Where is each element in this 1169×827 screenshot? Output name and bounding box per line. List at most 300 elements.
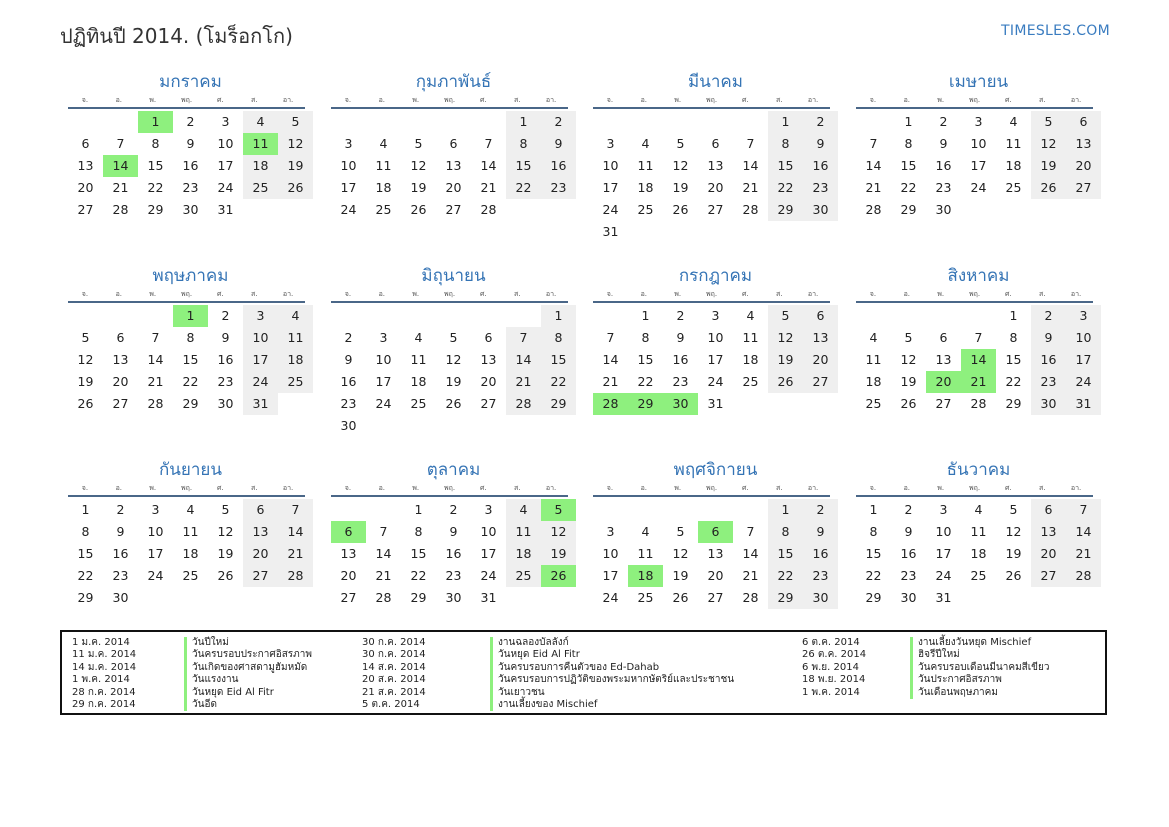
day-cell[interactable]: 21 [1066, 543, 1101, 565]
day-cell[interactable]: 30 [803, 199, 838, 221]
day-cell[interactable]: 10 [602, 546, 619, 561]
day-cell[interactable]: 15 [541, 349, 576, 371]
day-cell[interactable]: 5 [414, 136, 423, 151]
day-cell[interactable]: 11 [506, 521, 541, 543]
day-cell[interactable]: 13 [707, 158, 724, 173]
day-cell[interactable]: 3 [939, 502, 948, 517]
day-cell[interactable]: 14 [742, 158, 759, 173]
day-cell[interactable]: 3 [606, 524, 615, 539]
day-cell[interactable]: 19 [672, 180, 689, 195]
day-cell[interactable]: 7 [151, 330, 160, 345]
day-cell[interactable]: 29 [77, 590, 94, 605]
day-cell[interactable]: 13 [707, 546, 724, 561]
day-cell[interactable]: 1 [768, 499, 803, 521]
day-cell[interactable]: 4 [974, 502, 983, 517]
day-cell[interactable]: 7 [116, 136, 125, 151]
day-cell[interactable]: 23 [217, 374, 234, 389]
day-cell[interactable]: 9 [344, 352, 353, 367]
day-cell[interactable]: 17 [602, 568, 619, 583]
day-cell[interactable]: 28 [970, 396, 987, 411]
day-cell[interactable]: 19 [672, 568, 689, 583]
day-cell[interactable]: 8 [869, 524, 878, 539]
day-cell[interactable]: 1 [768, 111, 803, 133]
day-cell[interactable]: 31 [1066, 393, 1101, 415]
day-cell[interactable]: 7 [484, 136, 493, 151]
day-cell[interactable]: 29 [182, 396, 199, 411]
day-cell[interactable]: 14 [147, 352, 164, 367]
day-cell[interactable]: 24 [375, 396, 392, 411]
day-cell[interactable]: 30 [663, 393, 698, 415]
day-cell[interactable]: 29 [147, 202, 164, 217]
day-cell[interactable]: 18 [278, 349, 313, 371]
day-cell[interactable]: 5 [1031, 111, 1066, 133]
day-cell[interactable]: 31 [480, 590, 497, 605]
day-cell[interactable]: 9 [939, 136, 948, 151]
day-cell[interactable]: 19 [768, 349, 803, 371]
day-cell[interactable]: 3 [974, 114, 983, 129]
day-cell[interactable]: 18 [637, 180, 654, 195]
day-cell[interactable]: 27 [707, 590, 724, 605]
day-cell[interactable]: 2 [803, 111, 838, 133]
day-cell[interactable]: 21 [480, 180, 497, 195]
day-cell[interactable]: 7 [1066, 499, 1101, 521]
day-cell[interactable]: 31 [217, 202, 234, 217]
day-cell[interactable]: 28 [375, 590, 392, 605]
day-cell[interactable]: 4 [243, 111, 278, 133]
day-cell[interactable]: 12 [900, 352, 917, 367]
day-cell[interactable]: 7 [974, 330, 983, 345]
day-cell[interactable]: 8 [81, 524, 90, 539]
day-cell[interactable]: 2 [116, 502, 125, 517]
day-cell[interactable]: 16 [445, 546, 462, 561]
day-cell[interactable]: 11 [637, 546, 654, 561]
day-cell[interactable]: 15 [865, 546, 882, 561]
day-cell[interactable]: 8 [768, 133, 803, 155]
day-cell[interactable]: 3 [243, 305, 278, 327]
day-cell[interactable]: 15 [900, 158, 917, 173]
day-cell[interactable]: 29 [628, 393, 663, 415]
day-cell[interactable]: 30 [340, 418, 357, 433]
day-cell[interactable]: 25 [278, 371, 313, 393]
day-cell[interactable]: 23 [672, 374, 689, 389]
day-cell[interactable]: 9 [449, 524, 458, 539]
day-cell[interactable]: 25 [506, 565, 541, 587]
day-cell[interactable]: 1 [414, 502, 423, 517]
day-cell[interactable]: 20 [445, 180, 462, 195]
day-cell[interactable]: 17 [480, 546, 497, 561]
day-cell[interactable]: 15 [147, 158, 164, 173]
day-cell[interactable]: 26 [278, 177, 313, 199]
day-cell[interactable]: 21 [278, 543, 313, 565]
day-cell[interactable]: 26 [217, 568, 234, 583]
day-cell[interactable]: 16 [340, 374, 357, 389]
day-cell[interactable]: 2 [904, 502, 913, 517]
day-cell[interactable]: 26 [1005, 568, 1022, 583]
day-cell[interactable]: 12 [217, 524, 234, 539]
day-cell[interactable]: 8 [506, 133, 541, 155]
day-cell[interactable]: 9 [221, 330, 230, 345]
day-cell[interactable]: 15 [637, 352, 654, 367]
day-cell[interactable]: 28 [865, 202, 882, 217]
day-cell[interactable]: 3 [151, 502, 160, 517]
day-cell[interactable]: 2 [676, 308, 685, 323]
day-cell[interactable]: 23 [541, 177, 576, 199]
day-cell[interactable]: 22 [541, 371, 576, 393]
day-cell[interactable]: 17 [375, 374, 392, 389]
day-cell[interactable]: 23 [1031, 371, 1066, 393]
day-cell[interactable]: 12 [672, 546, 689, 561]
day-cell[interactable]: 11 [637, 158, 654, 173]
day-cell[interactable]: 6 [1031, 499, 1066, 521]
day-cell[interactable]: 11 [278, 327, 313, 349]
day-cell[interactable]: 4 [506, 499, 541, 521]
day-cell[interactable]: 18 [742, 352, 759, 367]
day-cell[interactable]: 27 [243, 565, 278, 587]
day-cell[interactable]: 15 [768, 155, 803, 177]
day-cell[interactable]: 5 [904, 330, 913, 345]
day-cell[interactable]: 13 [77, 158, 94, 173]
day-cell[interactable]: 18 [506, 543, 541, 565]
day-cell[interactable]: 5 [768, 305, 803, 327]
day-cell[interactable]: 2 [221, 308, 230, 323]
day-cell[interactable]: 15 [410, 546, 427, 561]
day-cell[interactable]: 2 [1031, 305, 1066, 327]
day-cell[interactable]: 11 [243, 133, 278, 155]
day-cell[interactable]: 12 [278, 133, 313, 155]
day-cell[interactable]: 10 [602, 158, 619, 173]
day-cell[interactable]: 8 [186, 330, 195, 345]
day-cell[interactable]: 24 [602, 202, 619, 217]
day-cell[interactable]: 12 [768, 327, 803, 349]
day-cell[interactable]: 9 [116, 524, 125, 539]
day-cell[interactable]: 16 [182, 158, 199, 173]
day-cell[interactable]: 5 [449, 330, 458, 345]
day-cell[interactable]: 14 [103, 155, 138, 177]
day-cell[interactable]: 8 [414, 524, 423, 539]
day-cell[interactable]: 14 [865, 158, 882, 173]
day-cell[interactable]: 11 [970, 524, 987, 539]
day-cell[interactable]: 24 [602, 590, 619, 605]
day-cell[interactable]: 17 [243, 349, 278, 371]
day-cell[interactable]: 8 [641, 330, 650, 345]
day-cell[interactable]: 19 [900, 374, 917, 389]
day-cell[interactable]: 21 [506, 371, 541, 393]
day-cell[interactable]: 12 [410, 158, 427, 173]
day-cell[interactable]: 3 [1066, 305, 1101, 327]
day-cell[interactable]: 24 [340, 202, 357, 217]
day-cell[interactable]: 11 [182, 524, 199, 539]
day-cell[interactable]: 19 [1005, 546, 1022, 561]
day-cell[interactable]: 26 [672, 202, 689, 217]
day-cell[interactable]: 16 [1031, 349, 1066, 371]
day-cell[interactable]: 14 [506, 349, 541, 371]
day-cell[interactable]: 23 [935, 180, 952, 195]
day-cell[interactable]: 1 [173, 305, 208, 327]
day-cell[interactable]: 10 [340, 158, 357, 173]
day-cell[interactable]: 24 [935, 568, 952, 583]
day-cell[interactable]: 30 [1031, 393, 1066, 415]
day-cell[interactable]: 10 [935, 524, 952, 539]
day-cell[interactable]: 3 [221, 114, 230, 129]
day-cell[interactable]: 15 [768, 543, 803, 565]
day-cell[interactable]: 18 [970, 546, 987, 561]
day-cell[interactable]: 4 [186, 502, 195, 517]
day-cell[interactable]: 8 [1009, 330, 1018, 345]
day-cell[interactable]: 17 [1066, 349, 1101, 371]
day-cell[interactable]: 27 [112, 396, 129, 411]
day-cell[interactable]: 25 [243, 177, 278, 199]
day-cell[interactable]: 6 [116, 330, 125, 345]
day-cell[interactable]: 8 [904, 136, 913, 151]
day-cell[interactable]: 29 [541, 393, 576, 415]
day-cell[interactable]: 6 [81, 136, 90, 151]
day-cell[interactable]: 30 [112, 590, 129, 605]
day-cell[interactable]: 25 [637, 202, 654, 217]
day-cell[interactable]: 23 [803, 565, 838, 587]
day-cell[interactable]: 6 [449, 136, 458, 151]
day-cell[interactable]: 5 [278, 111, 313, 133]
day-cell[interactable]: 21 [742, 180, 759, 195]
day-cell[interactable]: 27 [1031, 565, 1066, 587]
day-cell[interactable]: 25 [410, 396, 427, 411]
day-cell[interactable]: 26 [541, 565, 576, 587]
day-cell[interactable]: 19 [410, 180, 427, 195]
day-cell[interactable]: 22 [637, 374, 654, 389]
day-cell[interactable]: 18 [243, 155, 278, 177]
day-cell[interactable]: 4 [746, 308, 755, 323]
day-cell[interactable]: 17 [147, 546, 164, 561]
day-cell[interactable]: 29 [768, 199, 803, 221]
day-cell[interactable]: 24 [480, 568, 497, 583]
day-cell[interactable]: 5 [676, 524, 685, 539]
day-cell[interactable]: 2 [449, 502, 458, 517]
day-cell[interactable]: 13 [480, 352, 497, 367]
day-cell[interactable]: 20 [707, 180, 724, 195]
day-cell[interactable]: 25 [1005, 180, 1022, 195]
day-cell[interactable]: 17 [707, 352, 724, 367]
day-cell[interactable]: 27 [340, 590, 357, 605]
day-cell[interactable]: 7 [746, 524, 755, 539]
day-cell[interactable]: 31 [707, 396, 724, 411]
day-cell[interactable]: 2 [186, 114, 195, 129]
day-cell[interactable]: 2 [344, 330, 353, 345]
day-cell[interactable]: 18 [375, 180, 392, 195]
day-cell[interactable]: 18 [1005, 158, 1022, 173]
day-cell[interactable]: 26 [1031, 177, 1066, 199]
day-cell[interactable]: 22 [182, 374, 199, 389]
day-cell[interactable]: 13 [340, 546, 357, 561]
day-cell[interactable]: 19 [217, 546, 234, 561]
day-cell[interactable]: 12 [77, 352, 94, 367]
day-cell[interactable]: 22 [77, 568, 94, 583]
day-cell[interactable]: 21 [961, 371, 996, 393]
day-cell[interactable]: 15 [1005, 352, 1022, 367]
day-cell[interactable]: 26 [77, 396, 94, 411]
day-cell[interactable]: 30 [803, 587, 838, 609]
day-cell[interactable]: 21 [865, 180, 882, 195]
day-cell[interactable]: 8 [541, 327, 576, 349]
day-cell[interactable]: 13 [1066, 133, 1101, 155]
day-cell[interactable]: 13 [803, 327, 838, 349]
day-cell[interactable]: 1 [81, 502, 90, 517]
day-cell[interactable]: 9 [904, 524, 913, 539]
day-cell[interactable]: 29 [410, 590, 427, 605]
day-cell[interactable]: 26 [768, 371, 803, 393]
day-cell[interactable]: 17 [217, 158, 234, 173]
day-cell[interactable]: 2 [541, 111, 576, 133]
day-cell[interactable]: 18 [410, 374, 427, 389]
day-cell[interactable]: 26 [410, 202, 427, 217]
day-cell[interactable]: 22 [1005, 374, 1022, 389]
day-cell[interactable]: 29 [865, 590, 882, 605]
day-cell[interactable]: 20 [803, 349, 838, 371]
day-cell[interactable]: 9 [676, 330, 685, 345]
day-cell[interactable]: 30 [900, 590, 917, 605]
day-cell[interactable]: 10 [970, 136, 987, 151]
day-cell[interactable]: 31 [602, 224, 619, 239]
day-cell[interactable]: 1 [641, 308, 650, 323]
brand-link[interactable]: TIMESLES.COM [1001, 23, 1110, 39]
day-cell[interactable]: 16 [672, 352, 689, 367]
day-cell[interactable]: 5 [221, 502, 230, 517]
day-cell[interactable]: 19 [541, 543, 576, 565]
day-cell[interactable]: 21 [375, 568, 392, 583]
day-cell[interactable]: 26 [445, 396, 462, 411]
day-cell[interactable]: 29 [900, 202, 917, 217]
day-cell[interactable]: 1 [541, 305, 576, 327]
day-cell[interactable]: 13 [112, 352, 129, 367]
day-cell[interactable]: 4 [869, 330, 878, 345]
day-cell[interactable]: 1 [138, 111, 173, 133]
day-cell[interactable]: 16 [803, 543, 838, 565]
day-cell[interactable]: 17 [340, 180, 357, 195]
day-cell[interactable]: 2 [803, 499, 838, 521]
day-cell[interactable]: 15 [182, 352, 199, 367]
day-cell[interactable]: 4 [641, 524, 650, 539]
day-cell[interactable]: 11 [375, 158, 392, 173]
day-cell[interactable]: 23 [803, 177, 838, 199]
day-cell[interactable]: 29 [1005, 396, 1022, 411]
day-cell[interactable]: 28 [506, 393, 541, 415]
day-cell[interactable]: 12 [1005, 524, 1022, 539]
day-cell[interactable]: 29 [768, 587, 803, 609]
day-cell[interactable]: 14 [742, 546, 759, 561]
day-cell[interactable]: 31 [243, 393, 278, 415]
day-cell[interactable]: 23 [182, 180, 199, 195]
day-cell[interactable]: 5 [676, 136, 685, 151]
day-cell[interactable]: 21 [742, 568, 759, 583]
day-cell[interactable]: 28 [278, 565, 313, 587]
day-cell[interactable]: 30 [182, 202, 199, 217]
day-cell[interactable]: 6 [939, 330, 948, 345]
day-cell[interactable]: 6 [243, 499, 278, 521]
day-cell[interactable]: 28 [112, 202, 129, 217]
day-cell[interactable]: 1 [506, 111, 541, 133]
day-cell[interactable]: 20 [926, 371, 961, 393]
day-cell[interactable]: 6 [711, 136, 720, 151]
day-cell[interactable]: 7 [746, 136, 755, 151]
day-cell[interactable]: 20 [243, 543, 278, 565]
day-cell[interactable]: 21 [147, 374, 164, 389]
day-cell[interactable]: 31 [935, 590, 952, 605]
day-cell[interactable]: 14 [278, 521, 313, 543]
day-cell[interactable]: 3 [379, 330, 388, 345]
day-cell[interactable]: 7 [606, 330, 615, 345]
day-cell[interactable]: 24 [707, 374, 724, 389]
day-cell[interactable]: 6 [1066, 111, 1101, 133]
day-cell[interactable]: 24 [217, 180, 234, 195]
day-cell[interactable]: 13 [243, 521, 278, 543]
day-cell[interactable]: 22 [768, 177, 803, 199]
day-cell[interactable]: 8 [768, 521, 803, 543]
day-cell[interactable]: 17 [602, 180, 619, 195]
day-cell[interactable]: 27 [77, 202, 94, 217]
day-cell[interactable]: 19 [77, 374, 94, 389]
day-cell[interactable]: 5 [541, 499, 576, 521]
day-cell[interactable]: 10 [217, 136, 234, 151]
day-cell[interactable]: 20 [112, 374, 129, 389]
day-cell[interactable]: 10 [707, 330, 724, 345]
day-cell[interactable]: 5 [81, 330, 90, 345]
day-cell[interactable]: 28 [147, 396, 164, 411]
day-cell[interactable]: 19 [278, 155, 313, 177]
day-cell[interactable]: 4 [278, 305, 313, 327]
day-cell[interactable]: 22 [865, 568, 882, 583]
day-cell[interactable]: 6 [484, 330, 493, 345]
day-cell[interactable]: 27 [480, 396, 497, 411]
day-cell[interactable]: 24 [970, 180, 987, 195]
day-cell[interactable]: 19 [1031, 155, 1066, 177]
day-cell[interactable]: 16 [935, 158, 952, 173]
day-cell[interactable]: 20 [340, 568, 357, 583]
day-cell[interactable]: 1 [904, 114, 913, 129]
day-cell[interactable]: 10 [147, 524, 164, 539]
day-cell[interactable]: 11 [410, 352, 427, 367]
day-cell[interactable]: 25 [182, 568, 199, 583]
day-cell[interactable]: 22 [506, 177, 541, 199]
day-cell[interactable]: 12 [672, 158, 689, 173]
day-cell[interactable]: 7 [379, 524, 388, 539]
day-cell[interactable]: 18 [865, 374, 882, 389]
day-cell[interactable]: 30 [217, 396, 234, 411]
day-cell[interactable]: 18 [628, 565, 663, 587]
day-cell[interactable]: 12 [1031, 133, 1066, 155]
day-cell[interactable]: 30 [935, 202, 952, 217]
day-cell[interactable]: 27 [707, 202, 724, 217]
day-cell[interactable]: 19 [445, 374, 462, 389]
day-cell[interactable]: 14 [1066, 521, 1101, 543]
day-cell[interactable]: 10 [1066, 327, 1101, 349]
day-cell[interactable]: 14 [480, 158, 497, 173]
day-cell[interactable]: 9 [803, 133, 838, 155]
day-cell[interactable]: 22 [900, 180, 917, 195]
day-cell[interactable]: 14 [375, 546, 392, 561]
day-cell[interactable]: 6 [331, 521, 366, 543]
day-cell[interactable]: 9 [186, 136, 195, 151]
day-cell[interactable]: 5 [1009, 502, 1018, 517]
day-cell[interactable]: 6 [698, 521, 733, 543]
day-cell[interactable]: 11 [742, 330, 759, 345]
day-cell[interactable]: 2 [939, 114, 948, 129]
day-cell[interactable]: 13 [445, 158, 462, 173]
day-cell[interactable]: 12 [541, 521, 576, 543]
day-cell[interactable]: 28 [593, 393, 628, 415]
day-cell[interactable]: 21 [602, 374, 619, 389]
day-cell[interactable]: 10 [243, 327, 278, 349]
day-cell[interactable]: 20 [480, 374, 497, 389]
day-cell[interactable]: 10 [375, 352, 392, 367]
day-cell[interactable]: 24 [147, 568, 164, 583]
